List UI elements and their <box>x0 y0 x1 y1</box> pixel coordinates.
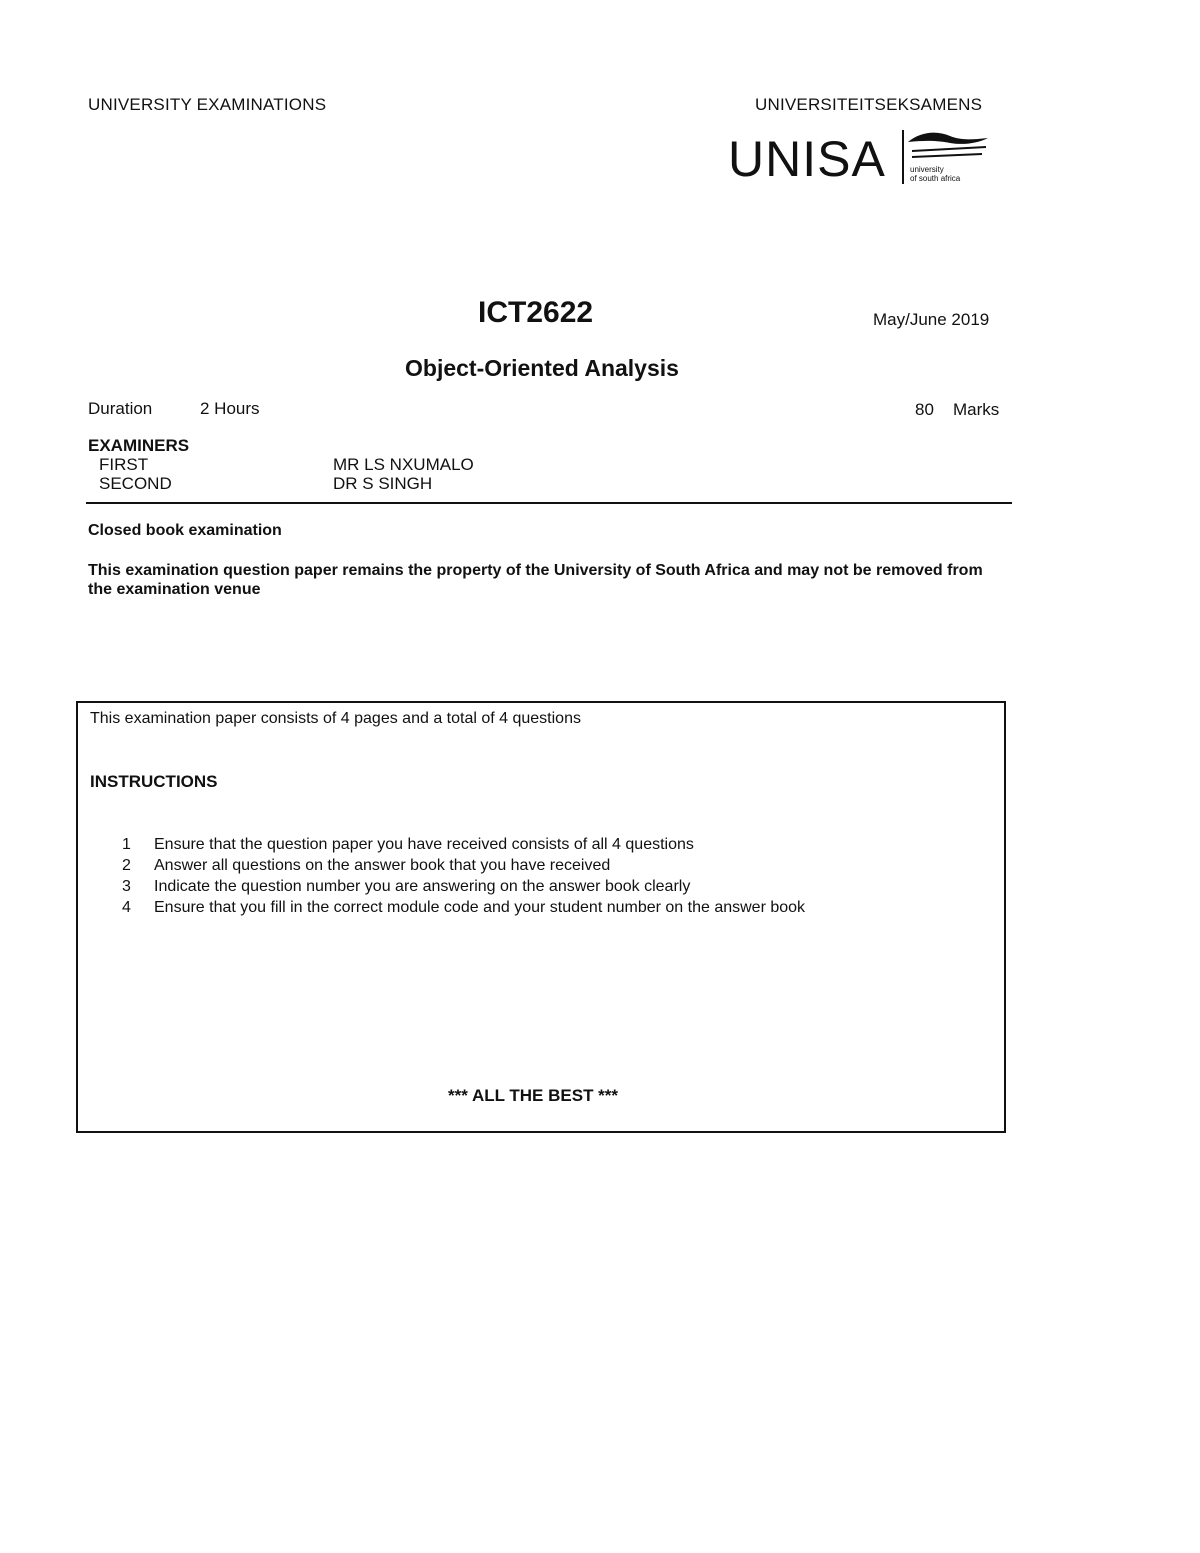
duration-label: Duration <box>88 399 153 418</box>
module-title: Object-Oriented Analysis <box>405 355 679 381</box>
property-note: This examination question paper remains the property of the University of South Africa and may not be removed from the examination venue <box>88 562 983 598</box>
instructions-heading: INSTRUCTIONS <box>90 772 218 791</box>
logo-divider <box>902 130 904 184</box>
marks-value: 80 <box>915 400 934 419</box>
instruction-text: Indicate the question number you are answering on the answer book clearly <box>154 878 691 895</box>
logo-bird-icon <box>906 128 992 164</box>
logo-subtitle-south-africa: of south africa <box>910 174 961 183</box>
instruction-number: 4 <box>122 899 131 916</box>
closed-book-note: Closed book examination <box>88 522 282 539</box>
duration-value: 2 Hours <box>200 399 260 418</box>
instructions-box <box>76 701 1006 1133</box>
instruction-text: Ensure that the question paper you have received consists of all 4 questions <box>154 836 694 853</box>
header-divider <box>86 502 1012 504</box>
second-examiner-label: SECOND <box>99 474 172 493</box>
second-examiner-name: DR S SINGH <box>333 474 433 493</box>
instruction-number: 3 <box>122 878 131 895</box>
exam-date: May/June 2019 <box>873 310 990 329</box>
instruction-text: Answer all questions on the answer book that you have received <box>154 857 611 874</box>
logo-subtitle-university: university <box>910 165 944 174</box>
first-examiner-name: MR LS NXUMALO <box>333 455 474 474</box>
logo-wordmark: UNISA <box>728 131 886 187</box>
paper-consists-text: This examination paper consists of 4 pages and a total of 4 questions <box>90 710 581 727</box>
instruction-text: Ensure that you fill in the correct module code and your student number on the answer book <box>154 899 806 916</box>
header-universiteitseksamens: UNIVERSITEITSEKSAMENS <box>755 95 983 114</box>
header-university-examinations: UNIVERSITY EXAMINATIONS <box>88 95 327 114</box>
examiners-heading: EXAMINERS <box>88 436 190 455</box>
first-examiner-label: FIRST <box>99 455 149 474</box>
instruction-number: 1 <box>122 836 131 853</box>
marks-label: Marks <box>953 400 1000 419</box>
all-the-best-text: *** ALL THE BEST *** <box>448 1086 619 1105</box>
module-code: ICT2622 <box>478 296 594 329</box>
instruction-number: 2 <box>122 857 131 874</box>
